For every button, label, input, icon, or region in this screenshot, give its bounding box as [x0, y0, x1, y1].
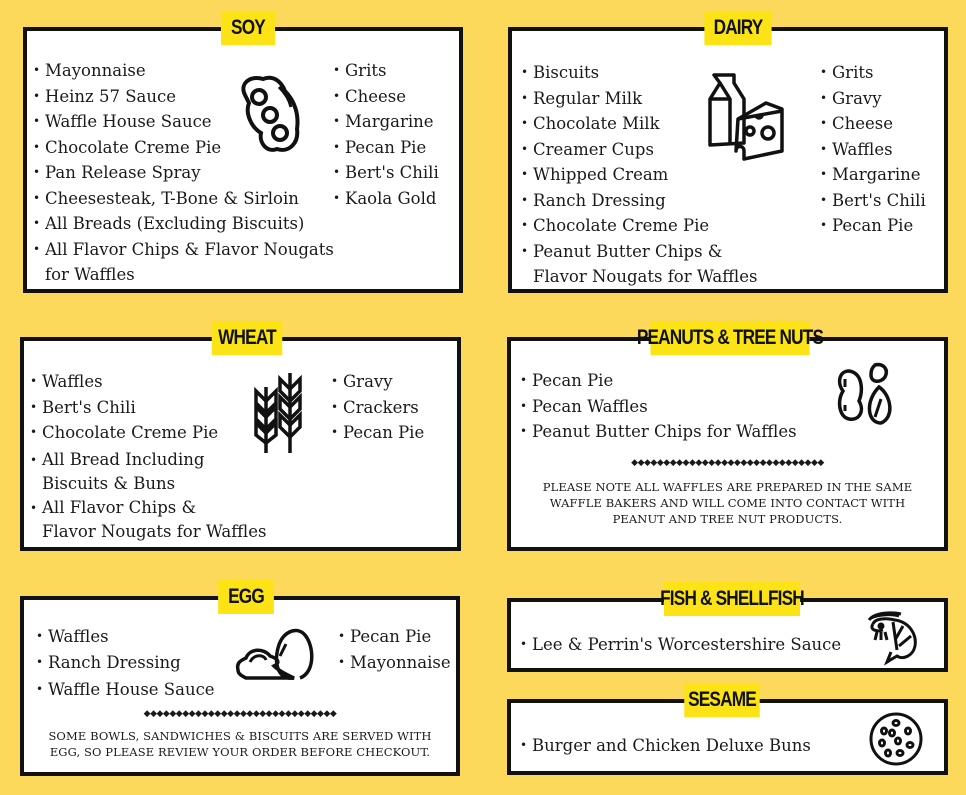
milk-cheese-icon — [706, 71, 788, 161]
list-item-continued: Flavor Nougats for Waffles — [42, 521, 267, 541]
list-item: • Gravy — [331, 369, 424, 395]
soy-right-list — [333, 58, 439, 211]
list-item: • Ranch Dressing — [36, 650, 215, 676]
diamond-divider: ◆◆◆◆◆◆◆◆◆◆◆◆◆◆◆◆◆◆◆◆◆◆◆◆◆◆◆◆◆◆ — [143, 709, 337, 719]
wheat-left-list — [30, 369, 266, 544]
list-item: • Chocolate Milk — [521, 111, 757, 137]
sesame-title: SESAME — [684, 683, 759, 717]
list-item: • Kaola Gold — [333, 186, 439, 212]
list-item: • Ranch Dressing — [521, 188, 757, 214]
nuts-card — [507, 326, 948, 551]
wheat-right-list — [331, 369, 424, 446]
egg-right-list — [338, 624, 451, 675]
list-item: • Peanut Butter Chips for Waffles — [520, 419, 797, 445]
dairy-title: DAIRY — [704, 11, 771, 45]
wheat-title: WHEAT — [212, 321, 283, 355]
list-item: • Mayonnaise — [33, 58, 334, 84]
list-item: • Grits — [333, 58, 439, 84]
note-line: SOME BOWLS, SANDWICHES & BISCUITS ARE SERVED WITH — [48, 729, 432, 743]
dairy-right-list — [820, 60, 926, 239]
list-item: • All Bread Including — [30, 448, 266, 472]
shrimp-icon — [865, 610, 923, 666]
list-item: • Waffles — [36, 624, 215, 650]
egg-left-list — [36, 624, 215, 703]
list-item: • Biscuits — [521, 60, 757, 86]
egg-card — [20, 585, 460, 776]
sesame-card — [507, 688, 948, 775]
wheat-icon — [250, 371, 306, 453]
list-item-continued: for Waffles — [45, 265, 135, 284]
wheat-card — [20, 326, 461, 551]
list-item: • Lee & Perrin's Worcestershire Sauce — [520, 632, 841, 658]
list-item: • Pecan Waffles — [520, 394, 797, 420]
list-item: • Regular Milk — [521, 86, 757, 112]
list-item: • Margarine — [333, 109, 439, 135]
list-item: • Margarine — [820, 162, 926, 188]
list-item: • Bert's Chili — [30, 395, 266, 421]
list-item: • Chocolate Creme Pie — [30, 420, 266, 446]
list-item: • Whipped Cream — [521, 162, 757, 188]
list-item: • Crackers — [331, 395, 424, 421]
list-item: • Peanut Butter Chips & — [521, 239, 757, 265]
list-item: • Chocolate Creme Pie — [33, 135, 334, 161]
sesame-left-list — [520, 733, 811, 759]
egg-title: EGG — [218, 580, 274, 614]
list-item: • Burger and Chicken Deluxe Buns — [520, 733, 811, 759]
list-item: • Waffle House Sauce — [33, 109, 334, 135]
fish-title: FISH & SHELLFISH — [664, 582, 800, 616]
list-item-continued: Biscuits & Buns — [42, 473, 176, 493]
list-item: • Heinz 57 Sauce — [33, 84, 334, 110]
sesame-bun-icon — [868, 711, 924, 767]
list-item: • All Breads (Excluding Biscuits) — [33, 211, 334, 237]
dairy-card — [508, 16, 948, 293]
list-item: • Grits — [820, 60, 926, 86]
list-item: • All Flavor Chips & Flavor Nougats — [33, 237, 334, 263]
list-item: • Cheesesteak, T-Bone & Sirloin — [33, 186, 334, 212]
egg-icon — [234, 624, 320, 688]
soy-card — [23, 16, 463, 293]
list-item: • Mayonnaise — [338, 650, 451, 676]
note-line: PEANUT AND TREE NUT PRODUCTS. — [612, 512, 843, 526]
list-item: • Pecan Pie — [338, 624, 451, 650]
fish-card — [507, 587, 948, 672]
list-item: • Bert's Chili — [820, 188, 926, 214]
list-item: • Bert's Chili — [333, 160, 439, 186]
list-item: • Waffles — [820, 137, 926, 163]
nuts-left-list — [520, 368, 797, 445]
peanut-almond-icon — [835, 361, 897, 427]
diamond-divider: ◆◆◆◆◆◆◆◆◆◆◆◆◆◆◆◆◆◆◆◆◆◆◆◆◆◆◆◆◆◆ — [631, 458, 824, 468]
list-item: • Cheese — [820, 111, 926, 137]
list-item: • Creamer Cups — [521, 137, 757, 163]
list-item: • Pecan Pie — [520, 368, 797, 394]
fish-left-list — [520, 632, 841, 658]
list-item: • Pecan Pie — [331, 420, 424, 446]
list-item-continued: Flavor Nougats for Waffles — [533, 267, 758, 286]
note-line: EGG, SO PLEASE REVIEW YOUR ORDER BEFORE CHECKOUT. — [49, 745, 431, 759]
list-item: • Cheese — [333, 84, 439, 110]
list-item: • Chocolate Creme Pie — [521, 213, 757, 239]
note-line: WAFFLE BAKERS AND WILL COME INTO CONTACT WITH — [549, 496, 906, 510]
list-item: • Pecan Pie — [333, 135, 439, 161]
list-item: • Waffles — [30, 369, 266, 395]
nuts-note — [511, 479, 944, 527]
nuts-title: PEANUTS & TREE NUTS — [650, 321, 809, 355]
list-item: • Pan Release Spray — [33, 160, 334, 186]
egg-note — [24, 728, 456, 760]
list-item: • All Flavor Chips & — [30, 496, 266, 520]
soy-title: SOY — [221, 11, 275, 45]
list-item: • Gravy — [820, 86, 926, 112]
note-line: PLEASE NOTE ALL WAFFLES ARE PREPARED IN THE SAME — [542, 480, 913, 494]
soybean-icon — [237, 73, 305, 155]
list-item: • Pecan Pie — [820, 213, 926, 239]
list-item: • Waffle House Sauce — [36, 677, 215, 703]
